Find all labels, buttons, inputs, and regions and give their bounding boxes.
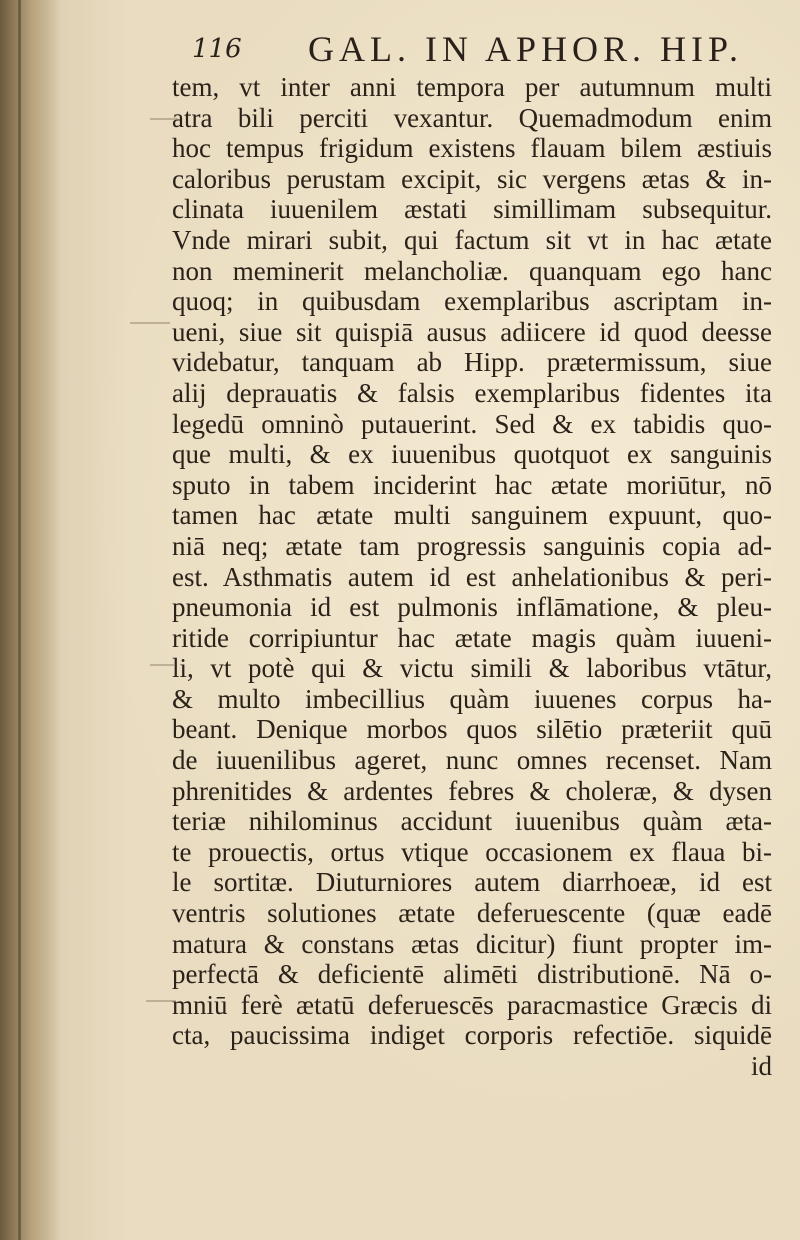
text-line: atra bili perciti vexantur. Quemadmodum enim [172,102,772,133]
text-line: quoq; in quibusdam exemplaribus ascriptam in- [172,286,772,317]
text-line: sputo in tabem inciderint hac ætate moriūtur, nō [172,469,772,500]
ink-bleed-mark [146,1000,176,1002]
text-line: perfectā & deficientē alimēti distributionē. Nā o- [172,959,772,990]
page-number: 116 [192,34,242,64]
text-line: & multo imbecillius quàm iuuenes corpus ha- [172,683,772,714]
text-line: ritide corripiuntur hac ætate magis quàm iuueni- [172,622,772,653]
text-line: mniū ferè ætatū deferuescēs paracmastice Græcis di [172,989,772,1020]
text-line: Vnde mirari subit, qui factum sit vt in hac ætate [172,224,772,255]
body-text [172,72,772,1082]
text-line: ventris solutiones ætate deferuescente (quæ eadē [172,898,772,929]
ink-bleed-mark [150,118,178,120]
text-line: videbatur, tanquam ab Hipp. prætermissum, siue [172,347,772,378]
text-line: li, vt potè qui & victu simili & laboribus vtātur, [172,653,772,684]
text-line: te prouectis, ortus vtique occasionem ex flaua bi- [172,836,772,867]
text-line: cta, paucissima indiget corporis refectiōe. siquidē [172,1020,772,1051]
text-line: clinata iuuenilem æstati simillimam subsequitur. [172,194,772,225]
text-line: est. Asthmatis autem id est anhelationibus & peri- [172,561,772,592]
text-line: tamen hac ætate multi sanguinem expuunt, quo- [172,500,772,531]
text-line: ueni, siue sit quispiā ausus adiicere id quod deesse [172,316,772,347]
ink-bleed-mark [150,664,174,666]
page-header [192,22,752,70]
catchword: id [750,1051,772,1081]
text-line: matura & constans ætas dicitur) fiunt propter im- [172,928,772,959]
text-line: alij deprauatis & falsis exemplaribus fidentes ita [172,377,772,408]
binding-edge [18,0,21,1240]
text-line: que multi, & ex iuuenibus quotquot ex sanguinis [172,439,772,470]
ink-bleed-mark [130,322,170,324]
text-line: tem, vt inter anni tempora per autumnum multi [172,72,772,102]
text-line: de iuuenilibus ageret, nunc omnes recenset. Nam [172,745,772,776]
text-line: le sortitæ. Diuturniores autem diarrhoeæ, id est [172,867,772,898]
text-line: caloribus perustam excipit, sic vergens ætas & in- [172,163,772,194]
text-line: hoc tempus frigidum existens flauam bilem æstiuis [172,133,772,164]
text-line: phrenitides & ardentes febres & choleræ, & dysen [172,775,772,806]
text-line: legedū omninò putauerint. Sed & ex tabidis quo- [172,408,772,439]
text-line: teriæ nihilominus accidunt iuuenibus quàm æta- [172,806,772,837]
text-line: non meminerit melancholiæ. quanquam ego hanc [172,255,772,286]
running-head: GAL. IN APHOR. HIP. [308,29,744,69]
text-line: beant. Denique morbos quos silētio præteriit quū [172,714,772,745]
binding-gutter [0,0,60,1240]
text-line: niā neq; ætate tam progressis sanguinis copia ad- [172,530,772,561]
text-line: pneumonia id est pulmonis inflāmatione, & pleu- [172,592,772,623]
